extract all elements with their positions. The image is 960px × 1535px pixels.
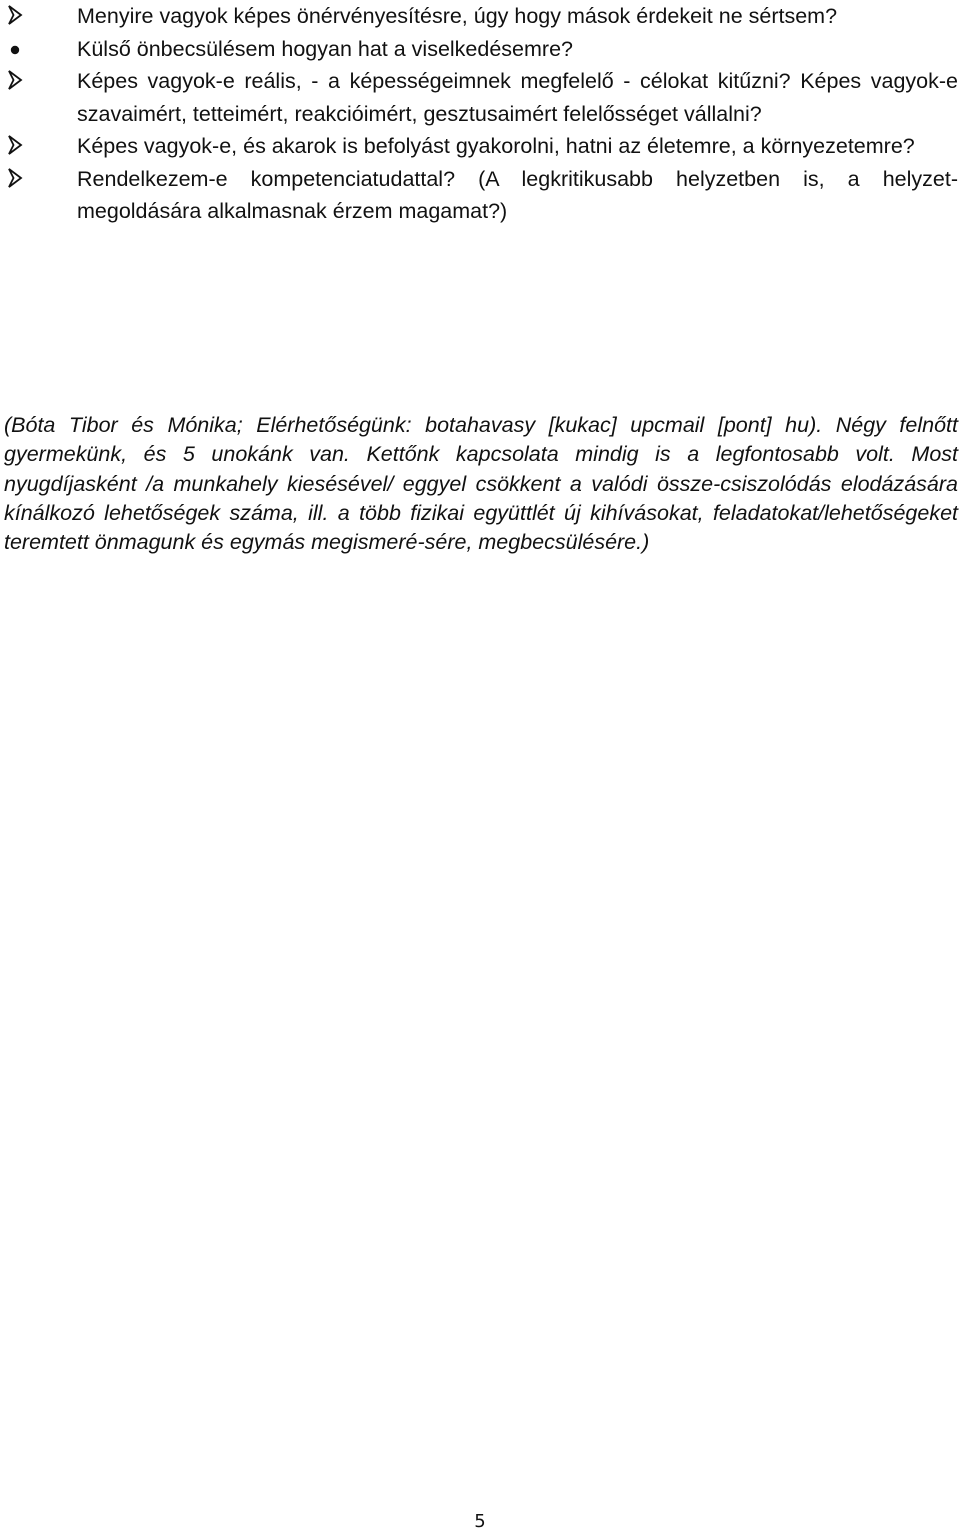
arrow-bullet-icon xyxy=(5,0,29,32)
list-item-text: Menyire vagyok képes önérvényesítésre, úgy hogy mások érdekeit ne sértsem? xyxy=(77,4,838,28)
list-item xyxy=(0,0,960,33)
list-item xyxy=(0,130,960,163)
arrow-bullet-icon xyxy=(5,65,29,97)
page-number: 5 xyxy=(474,1511,486,1532)
list-item-text: Képes vagyok-e, és akarok is befolyást gyakorolni, hatni az életemre, a környezetemre? xyxy=(77,134,915,158)
dot-bullet-icon xyxy=(5,33,29,65)
authors-note: (Bóta Tibor és Mónika; Elérhetőségünk: botahavasy [kukac] upcmail [pont] hu). Négy felnőtt gyermekünk, és 5 unokánk van. Kettőnk kapcsolata mindig is a legfontosabb volt. Most nyugdíjasként /a munkahely kiesésével/ eggyel csökkent a valódi össze-csiszolódás elodázására kínálkozó lehetőségek száma, ill. a több fizikai együttlét új kihívásokat, feladatokat/lehetőségeket teremtett önmagunk és egymás megismeré-sére, megbecsülésére.) xyxy=(4,413,958,555)
arrow-bullet-icon xyxy=(5,130,29,162)
list-item xyxy=(0,65,960,130)
list-item-text: Külső önbecsülésem hogyan hat a viselkedésemre? xyxy=(77,36,573,61)
list-item-text: Képes vagyok-e reális, - a képességeimnek megfelelő - célokat kitűzni? Képes vagyok-e szavaimért, tetteimért, reakcióimért, gesztusaimért felelősséget vállalni? xyxy=(77,69,958,126)
list-item xyxy=(0,163,960,228)
list-item-text: Rendelkezem-e kompetenciatudattal? (A legkritikusabb helyzetben is, a helyzet-megoldására alkalmasnak érzem magamat?) xyxy=(77,166,958,223)
arrow-bullet-icon xyxy=(5,163,29,195)
list-item xyxy=(0,33,960,66)
question-list xyxy=(0,0,960,228)
